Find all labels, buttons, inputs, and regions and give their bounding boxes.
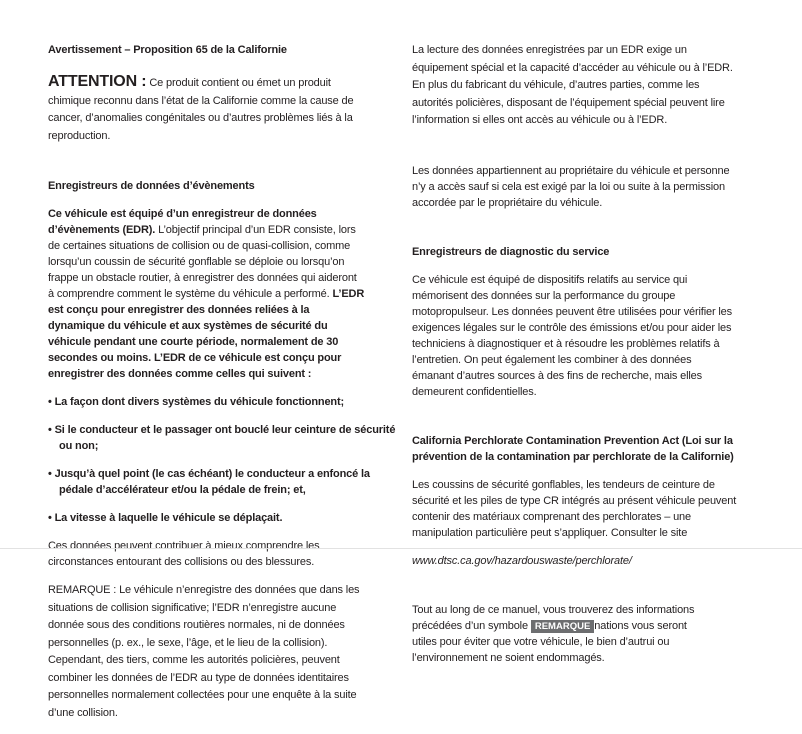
left-column xyxy=(48,30,398,734)
diagnostic-heading: Enregistreurs de diagnostic du service xyxy=(412,245,610,258)
perchlorate-heading: California Perchlorate Contamination Prevention Act (Loi sur la prévention de la contamination par perchlorate de la Californie) xyxy=(412,434,734,463)
edr-bullet: • Si le conducteur et le passager ont bouclé leur ceinture de sécurité ou non; xyxy=(48,424,396,452)
prop65-paragraph xyxy=(48,73,398,145)
remarque-badge: REMARQUE xyxy=(531,620,594,633)
edr-bold-description: L’EDR est conçu pour enregistrer des données reliées à la dynamique du véhicule et aux systèmes de sécurité du véhicule pendant une courte période, normalement de 30 secondes ou moins. L’EDR de ce véhicule est conçu pour enregistrer des données comme celles qui suivent : xyxy=(48,288,365,380)
edr-bullet: • La façon dont divers systèmes du véhicule fonctionnent; xyxy=(48,396,345,408)
diagnostic-text: Ce véhicule est équipé de dispositifs relatifs au service qui mémorisent des données sur la performance du groupe motopropulseur. Les données peuvent être utilisées pour vérifier les exigences légales sur le contrôle des émissions et/ou pour aider les techniciens à diagnostiquer et à résoudre les problèmes relatifs à l’entretien. On peut également les combiner à des données émanant d’autres sources à des fins de recherche, mais elles demeurent confidentielles. xyxy=(412,273,732,398)
attention-text: Ce produit contient ou émet un produit chimique reconnu dans l’état de la Californie comme la cause de cancer, d’anomalies congénitales ou d’autres problèmes liés à la reproduction. xyxy=(48,77,354,142)
right-column xyxy=(412,30,784,678)
edr-benefit-text: Ces données peuvent contribuer à mieux comprendre les circonstances entourant des collisions ou des blessures. xyxy=(48,540,320,568)
prop65-heading: Avertissement – Proposition 65 de la Californie xyxy=(48,44,287,56)
edr-bullet: • La vitesse à laquelle le véhicule se déplaçait. xyxy=(48,512,283,524)
notice-paragraph xyxy=(412,602,784,666)
data-ownership-paragraph: Les données appartiennent au propriétaire du véhicule et personne n’y a accès sauf si cela est exigé par la loi ou suite à la permission accordée par le propriétaire du véhicule. xyxy=(412,164,730,209)
notice-text: Tout au long de ce manuel, vous trouverez des informations précédées d’un symbole xyxy=(412,603,695,632)
notice-text-continued: nations vous seront utiles pour éviter que votre véhicule, le bien d’autrui ou l’environnement ne soient endommagés. xyxy=(412,619,687,664)
perchlorate-url[interactable]: www.dtsc.ca.gov/hazardouswaste/perchlorate/ xyxy=(412,554,632,567)
edr-bold-intro: Ce véhicule est équipé d’un enregistreur de données d’évènements (EDR). xyxy=(48,208,317,236)
edr-reading-paragraph: La lecture des données enregistrées par un EDR exige un équipement spécial et la capacité d’accéder au véhicule ou à l’EDR. En plus du fabricant du véhicule, d’autres parties, comme les autorités policières, disposant de l’équipement spécial peuvent lire l’information si elles ont accès au véhicule ou à l’EDR. xyxy=(412,44,733,126)
edr-text: L’objectif principal d’un EDR consiste, lors de certaines situations de collision ou de quasi-collision, comme lorsqu’un coussin de sécurité gonflable se déploie ou lorsqu’on frappe un obstacle routier, à enregistrer des données qui aideront à comprendre comment le système du véhicule a performé. xyxy=(48,224,357,300)
attention-label: ATTENTION : xyxy=(48,73,147,90)
edr-heading: Enregistreurs de données d’évènements xyxy=(48,180,255,192)
page-bottom-divider xyxy=(0,548,802,549)
perchlorate-text: Les coussins de sécurité gonflables, les tendeurs de ceinture de sécurité et les piles de type CR intégrés au présent véhicule peuvent contenir des matériaux comprenant des perchlorates – une manipulation particulière peut s’appliquer. Consulter le site xyxy=(412,478,737,539)
edr-bullet: • Jusqu’à quel point (le cas échéant) le conducteur a enfoncé la pédale d’accélérateur et/ou la pédale de frein; et, xyxy=(48,468,370,496)
remarque-text: REMARQUE : Le véhicule n’enregistre des données que dans les situations de collision significative; l’EDR n’enregistre aucune donnée sous des conditions routières normales, ni de données personnelles (p. ex., le sexe, l’âge, et le lieu de la collision). Cependant, des tiers, comme les autorités policières, peuvent combiner les données de l’EDR au type de données identitaires personnelles normalement collectées pour une enquête à la suite d’une collision. xyxy=(48,584,360,719)
edr-paragraph xyxy=(48,206,398,382)
